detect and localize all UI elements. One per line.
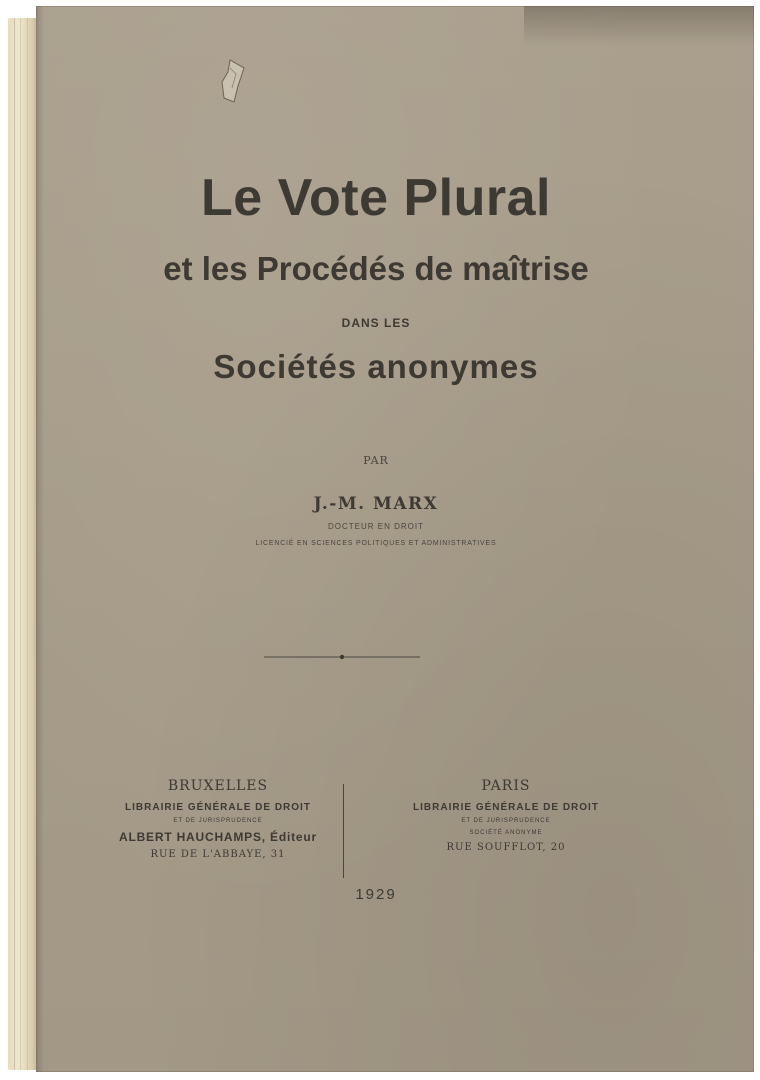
publisher-paris xyxy=(356,778,656,853)
publisher-city: PARIS xyxy=(481,778,531,794)
book-cover xyxy=(36,6,754,1072)
author-name: J.-M. MARX xyxy=(313,494,439,514)
publisher-city: BRUXELLES xyxy=(167,778,269,794)
publisher-house-sub: ET DE JURISPRUDENCE xyxy=(461,818,551,824)
author-credential: DOCTEUR EN DROIT xyxy=(328,522,424,531)
title-connector: DANS LES xyxy=(341,316,411,330)
publisher-company: SOCIÉTÉ ANONYME xyxy=(469,830,543,836)
publisher-house-sub: ET DE JURISPRUDENCE xyxy=(173,818,263,824)
publisher-house: LIBRAIRIE GÉNÉRALE DE DROIT xyxy=(125,802,311,813)
cover-wear-top xyxy=(524,6,754,46)
publisher-bruxelles xyxy=(68,778,368,860)
ornament-rule xyxy=(262,652,422,662)
publisher-street: RUE DE L'ABBAYE, 31 xyxy=(150,849,286,860)
book-subtitle: et les Procédés de maîtrise xyxy=(163,250,589,287)
book-subject: Sociétés anonymes xyxy=(213,348,539,385)
publisher-divider xyxy=(343,784,344,878)
book-title: Le Vote Plural xyxy=(201,169,551,227)
byline-par: PAR xyxy=(363,454,389,467)
publisher-editor: ALBERT HAUCHAMPS, Éditeur xyxy=(118,830,317,844)
cover-tear-mark xyxy=(220,58,246,104)
publisher-house: LIBRAIRIE GÉNÉRALE DE DROIT xyxy=(413,802,599,813)
cover-wear-left xyxy=(36,6,44,1072)
author-credential-secondary: LICENCIÉ EN SCIENCES POLITIQUES ET ADMINISTRATIVES xyxy=(255,540,497,547)
publisher-street: RUE SOUFFLOT, 20 xyxy=(446,842,566,853)
publication-year: 1929 xyxy=(355,886,397,903)
